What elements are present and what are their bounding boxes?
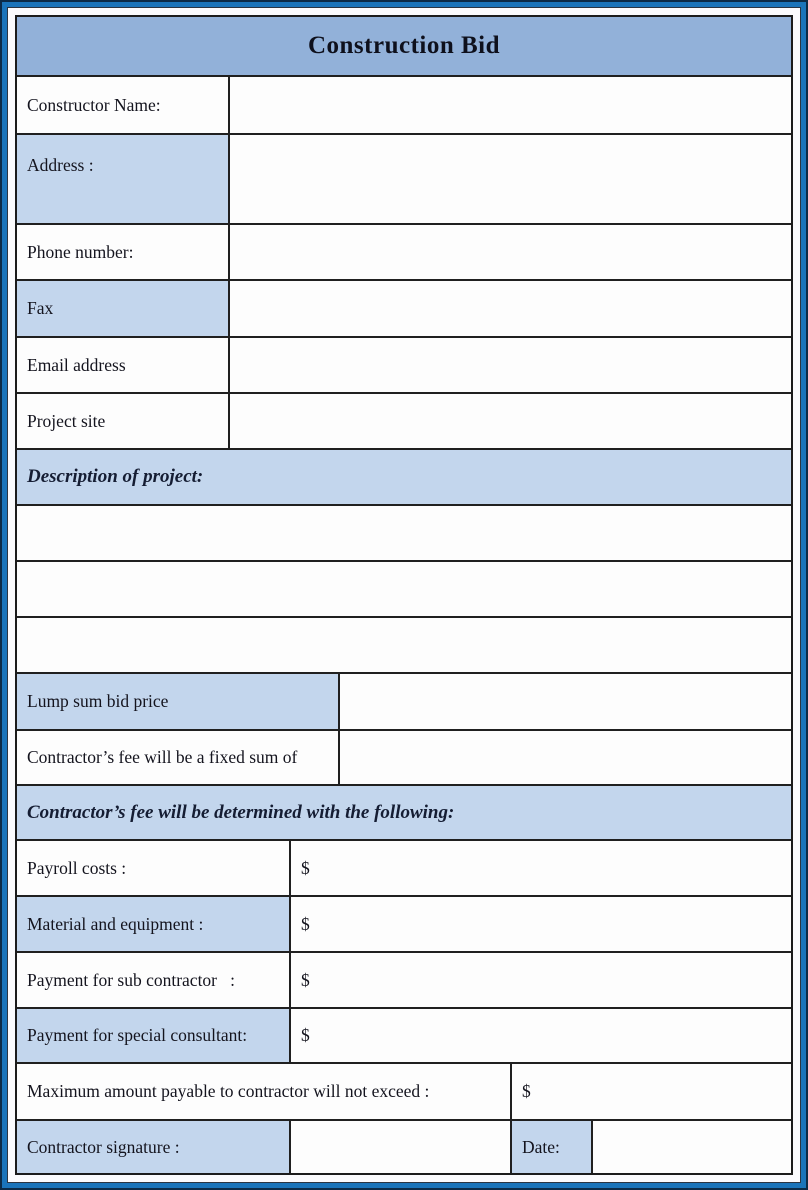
field-label-address: Address : [17, 135, 230, 223]
field-input-date[interactable] [593, 1121, 791, 1173]
currency-symbol: $ [301, 913, 310, 934]
section-header-description: Description of project: [17, 450, 791, 504]
row-signature-date [17, 1121, 791, 1173]
field-label-fixed-sum-fee: Contractor’s fee will be a fixed sum of [17, 731, 340, 784]
field-label-payment-special-consultant: Payment for special consultant: [17, 1009, 291, 1062]
row-description-line-3 [17, 618, 791, 674]
field-label-maximum-amount: Maximum amount payable to contractor will not exceed : [17, 1064, 512, 1119]
field-input-payment-special-consultant-amount[interactable] [291, 1009, 791, 1062]
description-line-input-1[interactable] [17, 506, 791, 560]
field-input-payment-sub-contractor-amount[interactable] [291, 953, 791, 1007]
field-input-phone-number[interactable] [230, 225, 791, 279]
field-input-material-and-equipment-amount[interactable] [291, 897, 791, 951]
row-payment-sub-contractor [17, 953, 791, 1009]
row-description-line-1 [17, 506, 791, 562]
field-input-email-address[interactable] [230, 338, 791, 392]
field-input-constructor-name[interactable] [230, 77, 791, 133]
row-description-header [17, 450, 791, 506]
currency-symbol: $ [301, 969, 310, 990]
field-label-email-address: Email address [17, 338, 230, 392]
row-payment-special-consultant [17, 1009, 791, 1064]
row-lump-sum-bid-price [17, 674, 791, 731]
field-label-fax: Fax [17, 281, 230, 336]
field-label-payroll-costs: Payroll costs : [17, 841, 291, 895]
row-fax [17, 281, 791, 338]
description-line-input-2[interactable] [17, 562, 791, 616]
page-mat [7, 7, 801, 1183]
row-fee-determination-header [17, 786, 791, 841]
description-line-input-3[interactable] [17, 618, 791, 672]
field-label-contractor-signature: Contractor signature : [17, 1121, 291, 1173]
form-title: Construction Bid [307, 32, 501, 59]
field-label-date: Date: [512, 1121, 593, 1173]
construction-bid-form [15, 15, 793, 1175]
currency-symbol: $ [301, 1025, 310, 1045]
row-fixed-sum-fee [17, 731, 791, 786]
field-input-contractor-signature[interactable] [291, 1121, 512, 1173]
field-input-fixed-sum-fee[interactable] [340, 731, 791, 784]
row-email-address [17, 338, 791, 394]
field-input-payroll-costs-amount[interactable] [291, 841, 791, 895]
field-label-lump-sum-bid-price: Lump sum bid price [17, 674, 340, 729]
field-label-payment-sub-contractor: Payment for sub contractor : [17, 953, 291, 1007]
field-input-maximum-amount[interactable] [512, 1064, 791, 1119]
field-input-fax[interactable] [230, 281, 791, 336]
row-material-and-equipment [17, 897, 791, 953]
section-header-fee-determination: Contractor’s fee will be determined with the following: [17, 786, 791, 839]
row-description-line-2 [17, 562, 791, 618]
row-constructor-name [17, 77, 791, 135]
field-input-lump-sum-bid-price[interactable] [340, 674, 791, 729]
field-label-material-and-equipment: Material and equipment : [17, 897, 291, 951]
row-address [17, 135, 791, 225]
field-label-constructor-name: Constructor Name: [17, 77, 230, 133]
field-input-address[interactable] [230, 135, 791, 223]
currency-symbol: $ [522, 1081, 531, 1101]
row-phone-number [17, 225, 791, 281]
row-payroll-costs [17, 841, 791, 897]
field-label-phone-number: Phone number: [17, 225, 230, 279]
field-input-project-site[interactable] [230, 394, 791, 448]
currency-symbol: $ [301, 857, 310, 878]
field-label-project-site: Project site [17, 394, 230, 448]
row-maximum-amount [17, 1064, 791, 1121]
form-title-bar [17, 17, 791, 77]
row-project-site [17, 394, 791, 450]
